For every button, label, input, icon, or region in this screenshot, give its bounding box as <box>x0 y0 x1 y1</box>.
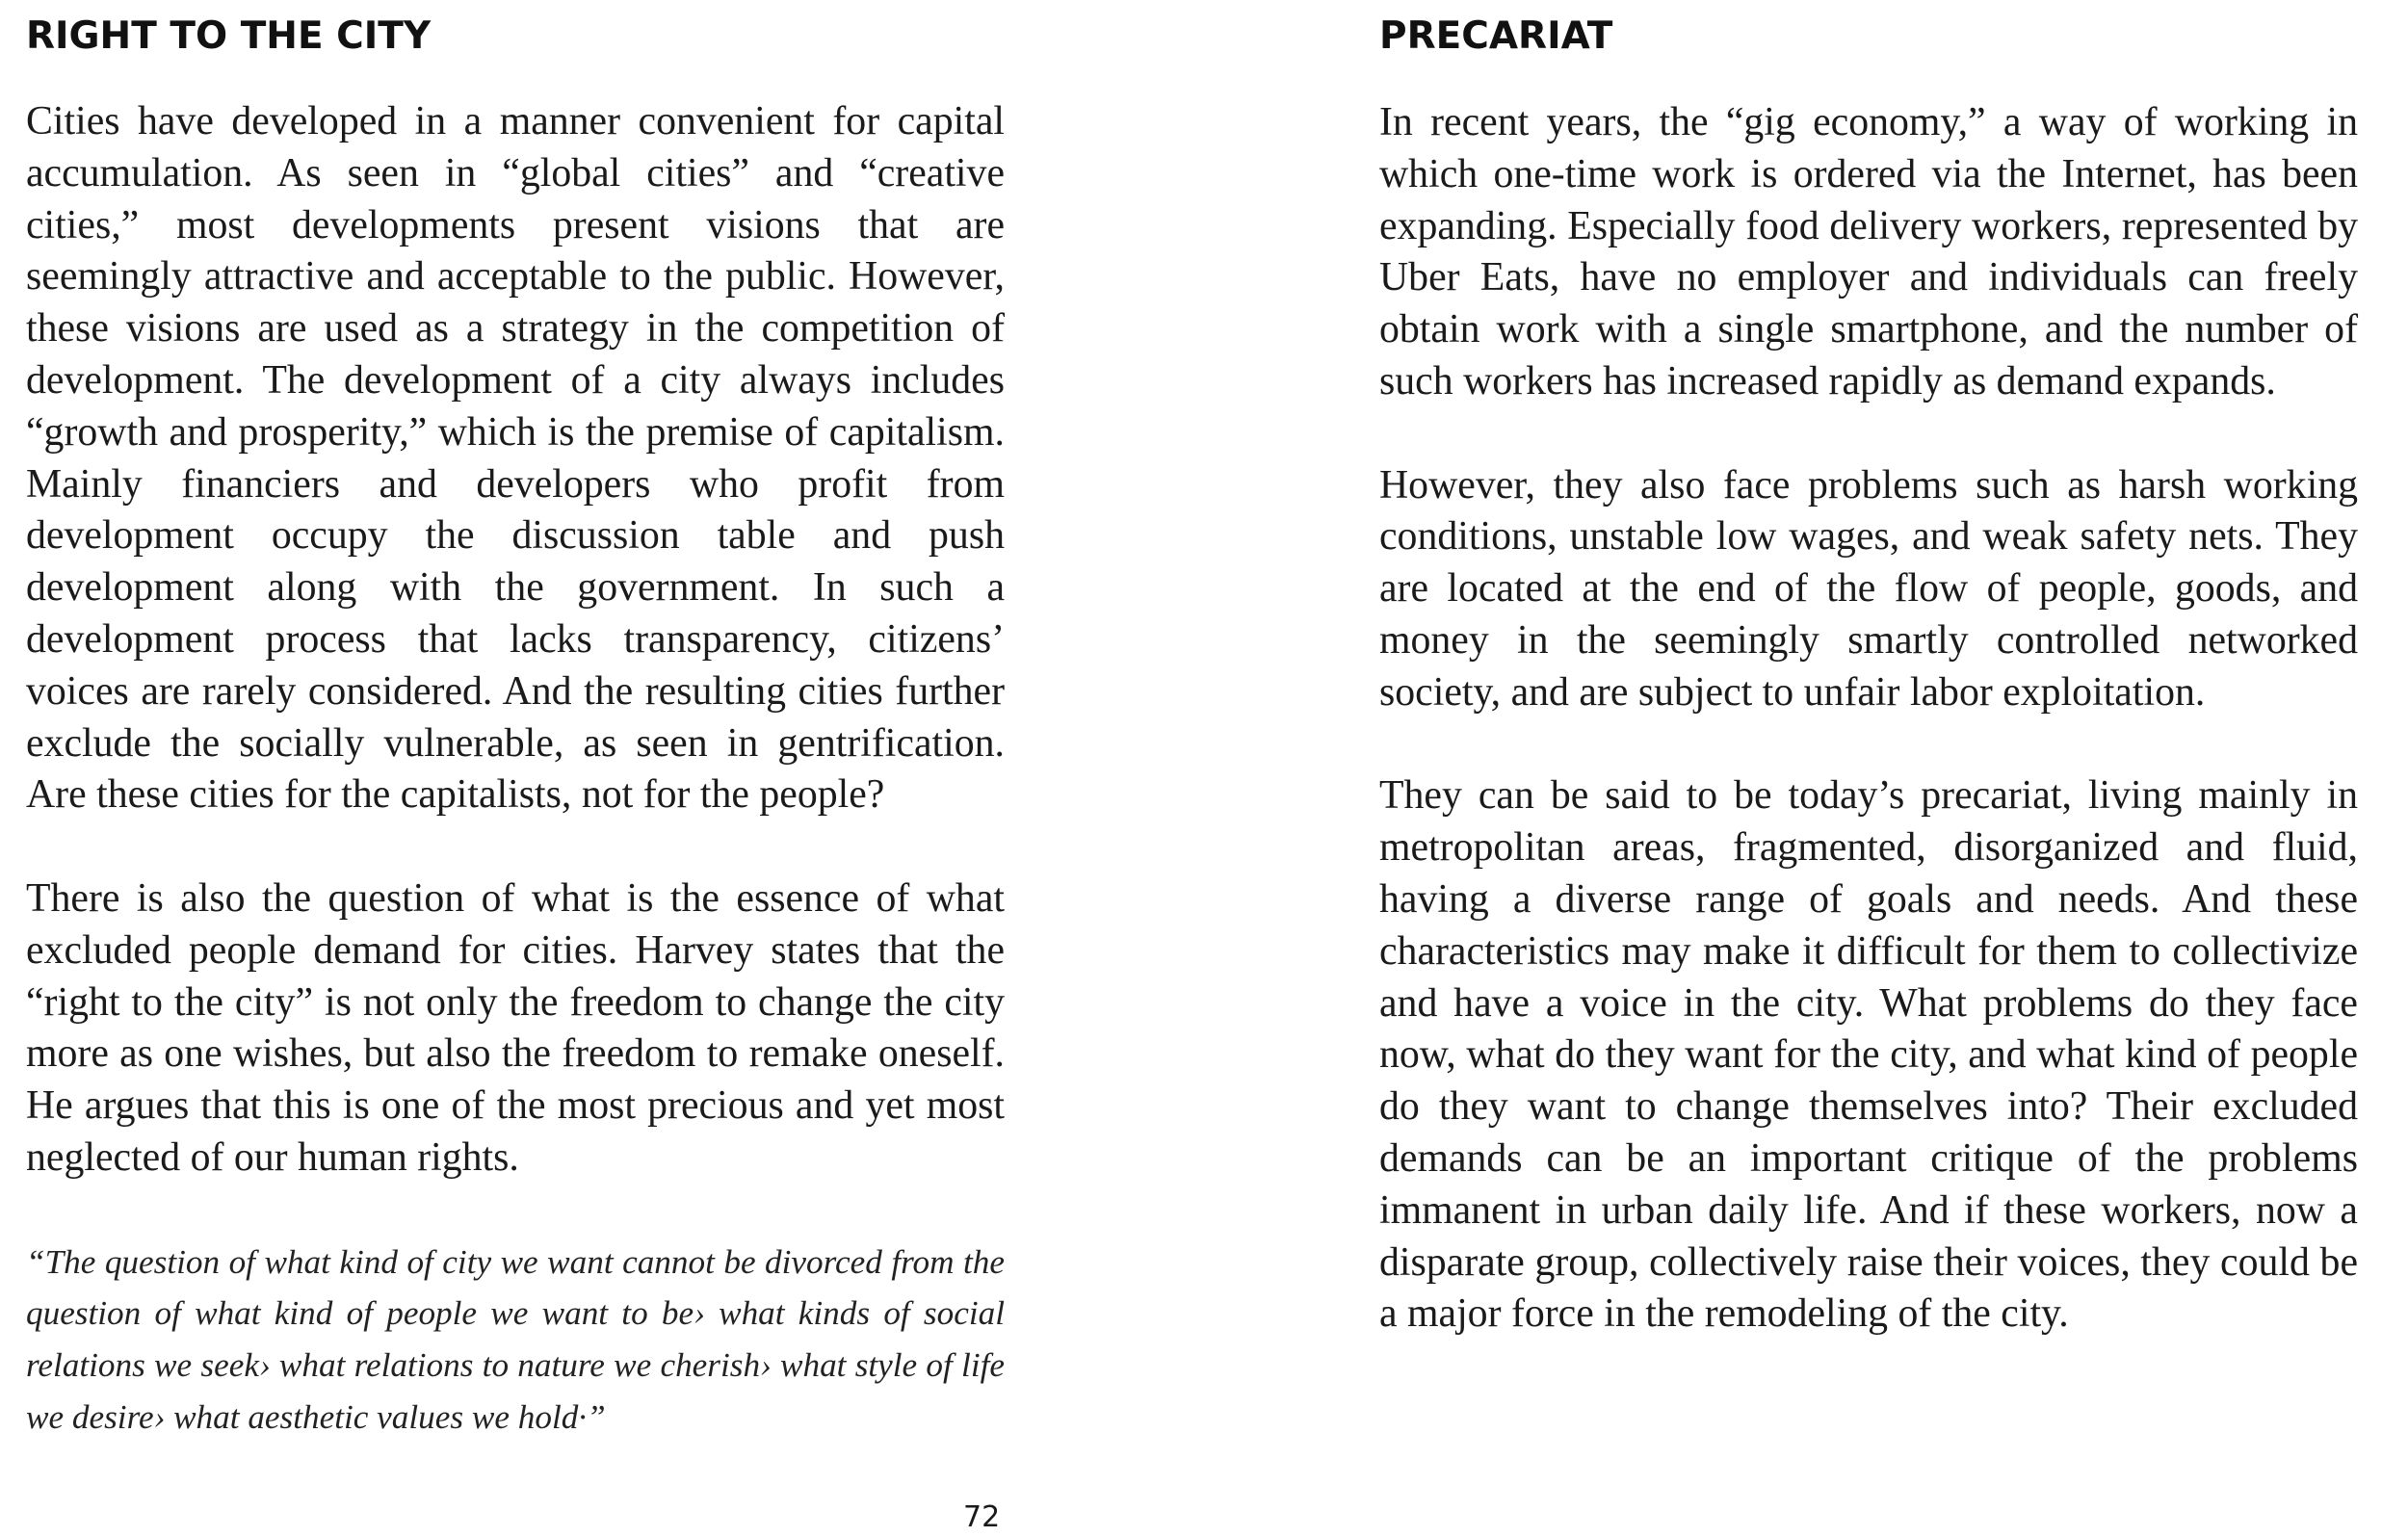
left-paragraph-2: There is also the question of what is the essence of what excluded people demand for cities. Harvey states that the “right to the city” is not only the freedom to change the city more as one wishes, but also the freedom to remake oneself. He argues that this is one of the most precious and yet most neglected of our human rights. <box>26 875 1005 1180</box>
right-paragraph-3: They can be said to be today’s precariat, living mainly in metropolitan areas, fragmented, disorganized and fluid, having a diverse range of goals and needs. And these characteristics may make it difficult for them to collectivize and have a voice in the city. What problems do they face now, what do they want for the city, and what kind of people do they want to change themselves into? Their excluded demands can be an important critique of the problems immanent in urban daily life. And if these workers, now a disparate group, collectively raise their voices, they could be a major force in the remodeling of the city. <box>1379 773 2358 1337</box>
right-heading: PRECARIAT <box>1379 14 1613 58</box>
left-column <box>26 0 1005 1443</box>
page-number: 72 <box>963 1500 1001 1534</box>
left-paragraph-1: Cities have developed in a manner convenient for capital accumulation. As seen in “global cities” and “creative cities,” most developments present visions that are seemingly attractive and acceptable to the public. However, these visions are used as a strategy in the competition of development. The development of a city always includes “growth and prosperity,” which is the premise of capitalism. Mainly financiers and developers who profit from development occupy the discussion table and push development along with the government. In such a development process that lacks transparency, citizens’ voices are rarely considered. And the resulting cities further exclude the socially vulnerable, as seen in gentrification. Are these cities for the capitalists, not for the people? <box>26 99 1005 818</box>
harvey-quote: “The question of what kind of city we want cannot be divorced from the question of what kind of people we want to be› what kinds of social relations we seek› what relations to nature we cherish› what style of life we desire› what aesthetic values we hold·” <box>26 1242 1005 1436</box>
right-paragraph-2: However, they also face problems such as harsh working conditions, unstable low wages, and weak safety nets. They are located at the end of the flow of people, goods, and money in the seemingly smartly controlled networked society, and are subject to unfair labor exploitation. <box>1379 462 2358 715</box>
left-heading: RIGHT TO THE CITY <box>26 14 432 58</box>
right-column <box>1379 0 2358 1393</box>
right-paragraph-1: In recent years, the “gig economy,” a way of working in which one-time work is ordered via the Internet, has been expanding. Especially food delivery workers, represented by Uber Eats, have no employer and individuals can freely obtain work with a single smartphone, and the number of such workers has increased rapidly as demand expands. <box>1379 100 2358 404</box>
